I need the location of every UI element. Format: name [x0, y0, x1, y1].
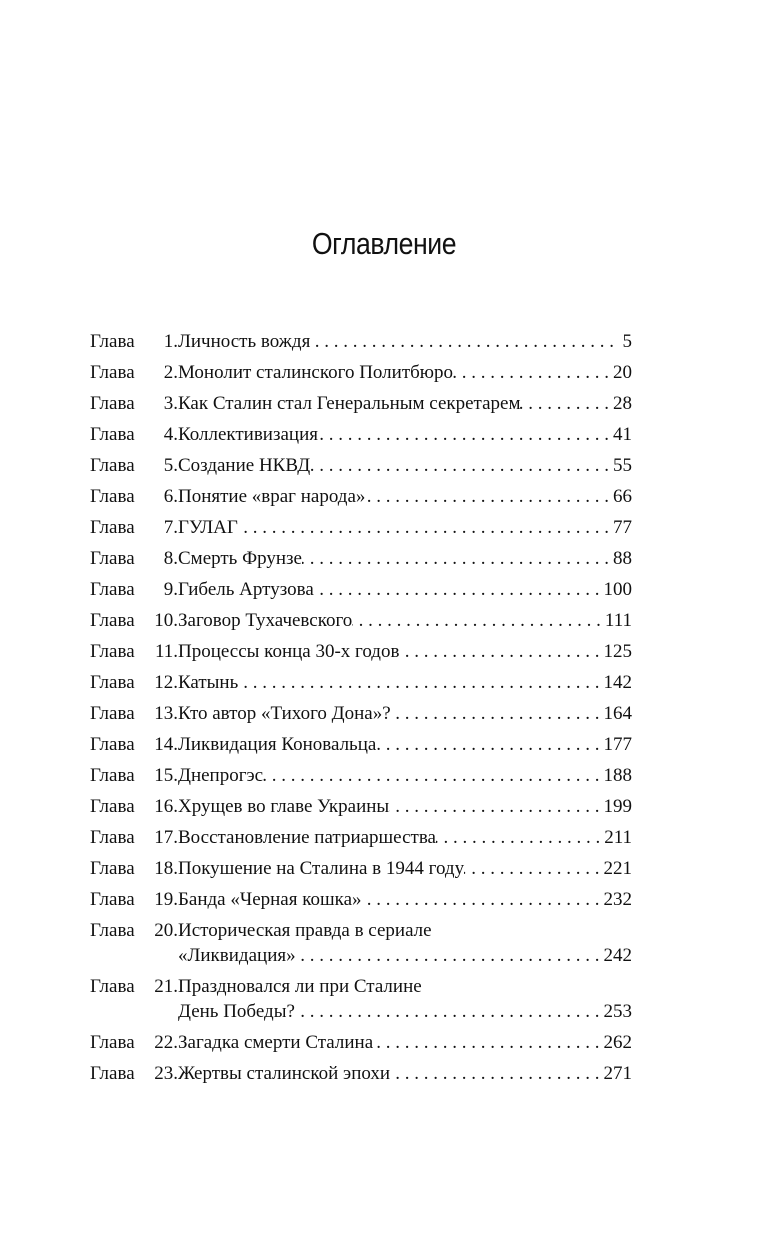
dot-leader	[295, 996, 604, 1027]
chapter-number: 12.	[154, 672, 178, 693]
toc-entry[interactable]	[90, 729, 632, 760]
chapter-title: Жертвы сталинской эпохи	[178, 1063, 391, 1084]
chapter-word: Глава	[90, 641, 135, 662]
page-number: 199	[603, 796, 632, 817]
chapter-word: Глава	[90, 548, 135, 569]
toc-entry[interactable]	[90, 636, 632, 667]
chapter-number: 23.	[154, 1063, 178, 1084]
page-number: 55	[613, 455, 632, 476]
toc-entry[interactable]	[90, 605, 632, 636]
toc-entry[interactable]	[90, 388, 632, 419]
chapter-number: 4.	[163, 424, 178, 445]
page-number: 88	[613, 548, 632, 569]
chapter-number: 6.	[163, 486, 178, 507]
table-of-contents	[90, 326, 632, 1089]
chapter-title: Восстановление патриаршества	[178, 827, 436, 848]
chapter-title: Создание НКВД	[178, 455, 311, 476]
dot-leader	[362, 884, 604, 915]
chapter-number: 9.	[163, 579, 178, 600]
chapter-title: Заговор Тухачевского	[178, 610, 353, 631]
chapter-title: Гибель Артузова	[178, 579, 314, 600]
page-number: 5	[622, 331, 632, 352]
toc-entry[interactable]	[90, 853, 632, 884]
toc-entry[interactable]	[90, 1027, 632, 1058]
chapter-word: Глава	[90, 579, 135, 600]
chapter-number: 5.	[163, 455, 178, 476]
dot-leader	[390, 1058, 603, 1089]
chapter-word: Глава	[90, 889, 135, 910]
chapter-number: 16.	[154, 796, 178, 817]
chapter-title: Загадка смерти Сталина	[178, 1032, 374, 1053]
dot-leader	[310, 450, 613, 481]
toc-entry[interactable]	[90, 326, 632, 357]
chapter-title-continued: «Ликвидация»	[178, 945, 296, 966]
toc-entry[interactable]	[90, 357, 632, 388]
chapter-word: Глава	[90, 858, 135, 879]
chapter-number: 18.	[154, 858, 178, 879]
chapter-number: 13.	[154, 703, 178, 724]
dot-leader	[310, 326, 618, 357]
chapter-number: 8.	[163, 548, 178, 569]
chapter-number: 7.	[163, 517, 178, 538]
toc-entry[interactable]	[90, 450, 632, 481]
chapter-title: Покушение на Сталина в 1944 году	[178, 858, 465, 879]
chapter-word: Глава	[90, 796, 135, 817]
page-number: 188	[603, 765, 632, 786]
toc-entry[interactable]	[90, 1058, 632, 1089]
chapter-word: Глава	[90, 455, 135, 476]
dot-leader	[376, 729, 603, 760]
toc-entry[interactable]	[90, 574, 632, 605]
chapter-title: Праздновался ли при Сталине	[178, 976, 422, 997]
chapter-number: 20.	[154, 920, 178, 941]
dot-leader	[373, 1027, 603, 1058]
page-number: 221	[603, 858, 632, 879]
page-number: 111	[604, 610, 632, 631]
toc-entry[interactable]	[90, 419, 632, 450]
dot-leader	[302, 543, 613, 574]
chapter-word: Глава	[90, 765, 135, 786]
page-number: 232	[603, 889, 632, 910]
dot-leader	[238, 667, 603, 698]
chapter-number: 19.	[154, 889, 178, 910]
page-number: 271	[603, 1063, 632, 1084]
dot-leader	[520, 388, 613, 419]
dot-leader	[399, 636, 603, 667]
toc-entry[interactable]	[90, 543, 632, 574]
page-number: 262	[603, 1032, 632, 1053]
chapter-word: Глава	[90, 827, 135, 848]
chapter-word: Глава	[90, 362, 135, 383]
dot-leader	[464, 853, 603, 884]
chapter-title: Коллективизация	[178, 424, 318, 445]
chapter-word: Глава	[90, 610, 135, 631]
chapter-number: 21.	[154, 976, 178, 997]
toc-entry[interactable]	[90, 512, 632, 543]
chapter-title: Историческая правда в сериале	[178, 920, 432, 941]
chapter-title: Ликвидация Коновальца	[178, 734, 377, 755]
chapter-word: Глава	[90, 1032, 135, 1053]
chapter-title: Понятие «враг народа»	[178, 486, 366, 507]
page-number: 177	[603, 734, 632, 755]
chapter-number: 3.	[163, 393, 178, 414]
page-number: 142	[603, 672, 632, 693]
chapter-title-continued: День Победы?	[178, 1001, 295, 1022]
page-title: Оглавление	[311, 226, 457, 261]
chapter-title: Хрущев во главе Украины	[178, 796, 390, 817]
chapter-word: Глава	[90, 1063, 135, 1084]
chapter-word: Глава	[90, 734, 135, 755]
chapter-number: 1.	[163, 331, 178, 352]
page-number: 20	[613, 362, 632, 383]
chapter-word: Глава	[90, 486, 135, 507]
chapter-title: Монолит сталинского Политбюро	[178, 362, 453, 383]
dot-leader	[453, 357, 613, 388]
toc-entry[interactable]	[90, 915, 632, 971]
chapter-word: Глава	[90, 672, 135, 693]
page-number: 28	[613, 393, 632, 414]
toc-entry[interactable]	[90, 760, 632, 791]
chapter-word: Глава	[90, 517, 135, 538]
chapter-number: 17.	[154, 827, 178, 848]
chapter-word: Глава	[90, 331, 135, 352]
dot-leader	[391, 698, 604, 729]
chapter-number: 22.	[154, 1032, 178, 1053]
toc-entry[interactable]	[90, 822, 632, 853]
toc-entry[interactable]	[90, 884, 632, 915]
chapter-number: 10.	[154, 610, 178, 631]
dot-leader	[263, 760, 603, 791]
page-number: 125	[603, 641, 632, 662]
page-number: 66	[613, 486, 632, 507]
dot-leader	[365, 481, 613, 512]
dot-leader	[296, 940, 604, 971]
chapter-word: Глава	[90, 393, 135, 414]
chapter-title: Катынь	[178, 672, 239, 693]
chapter-word: Глава	[90, 703, 135, 724]
chapter-title: Кто автор «Тихого Дона»?	[178, 703, 391, 724]
page-number: 41	[613, 424, 632, 445]
chapter-title: Банда «Черная кошка»	[178, 889, 362, 910]
toc-entry[interactable]	[90, 791, 632, 822]
dot-leader	[238, 512, 613, 543]
dot-leader	[436, 822, 604, 853]
chapter-number: 2.	[163, 362, 178, 383]
chapter-word: Глава	[90, 920, 135, 941]
chapter-word: Глава	[90, 976, 135, 997]
chapter-number: 11.	[154, 641, 178, 662]
chapter-title: ГУЛАГ	[178, 517, 238, 538]
chapter-title: Как Сталин стал Генеральным секретарем	[178, 393, 521, 414]
page-number: 253	[603, 1001, 632, 1022]
page-number: 164	[603, 703, 632, 724]
page-number: 242	[603, 945, 632, 966]
dot-leader	[318, 419, 613, 450]
dot-leader	[352, 605, 605, 636]
toc-entry[interactable]	[90, 971, 632, 1027]
chapter-number: 15.	[154, 765, 178, 786]
chapter-title: Смерть Фрунзе	[178, 548, 302, 569]
toc-entry[interactable]	[90, 481, 632, 512]
dot-leader	[314, 574, 604, 605]
chapter-number: 14.	[154, 734, 178, 755]
toc-entry[interactable]	[90, 698, 632, 729]
page-number: 211	[604, 827, 632, 848]
chapter-title: Личность вождя	[178, 331, 311, 352]
chapter-word: Глава	[90, 424, 135, 445]
chapter-title: Процессы конца 30-х годов	[178, 641, 400, 662]
dot-leader	[389, 791, 603, 822]
page-number: 100	[603, 579, 632, 600]
toc-entry[interactable]	[90, 667, 632, 698]
chapter-title: Днепрогэс	[178, 765, 264, 786]
page-number: 77	[613, 517, 632, 538]
